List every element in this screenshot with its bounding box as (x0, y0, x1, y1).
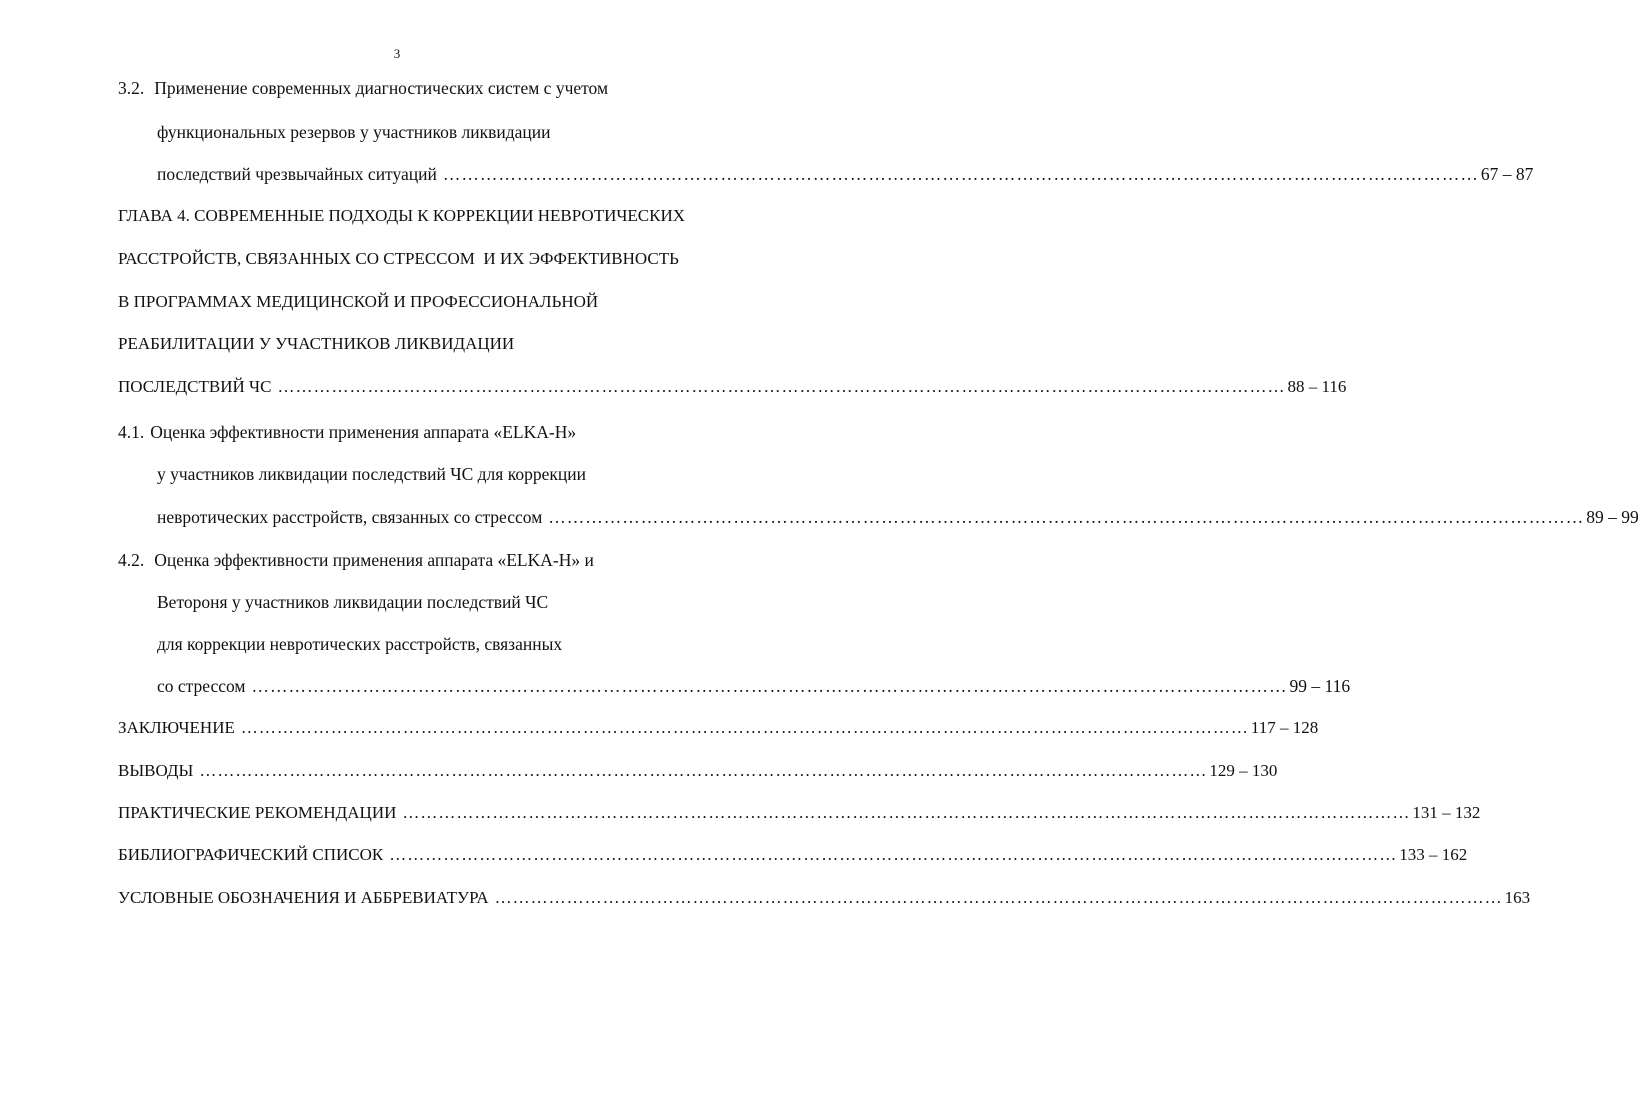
entry-text: со стрессом (157, 676, 246, 696)
page-number: 3 (393, 46, 401, 61)
dot-leader: …………………………………………………………………………………………………………………………………………………… (277, 377, 1286, 396)
dot-leader: …………………………………………………………………………………………………………………………………………………… (494, 888, 1503, 907)
toc-entry-4-1-line-1 (118, 420, 576, 444)
page-range: 133 – 162 (1399, 845, 1468, 864)
toc-entry-4-1-line-2 (157, 462, 586, 486)
entry-text: для коррекции невротических расстройств, связанных (157, 634, 563, 654)
toc-entry-findings (118, 759, 1278, 783)
entry-text: Ветороня у участников ликвидации последствий ЧС (157, 592, 549, 612)
toc-chapter-4-line-4 (118, 332, 514, 356)
page-range: 131 – 132 (1412, 803, 1481, 822)
entry-title: ПРАКТИЧЕСКИЕ РЕКОМЕНДАЦИИ (118, 803, 397, 822)
toc-chapter-4-line-1 (118, 204, 685, 228)
toc-entry-3-2-line-3 (157, 162, 1534, 186)
entry-text: Оценка эффективности применения аппарата «ELKA-H» (150, 422, 577, 442)
chapter-title: РЕАБИЛИТАЦИИ У УЧАСТНИКОВ ЛИКВИДАЦИИ (118, 334, 515, 353)
page-range: 99 – 116 (1289, 676, 1351, 696)
toc-entry-abbreviations (118, 886, 1531, 910)
toc-entry-bibliography (118, 843, 1468, 867)
toc-entry-4-2-line-4 (157, 674, 1351, 698)
dot-leader: …………………………………………………………………………………………………………………………………………………… (389, 845, 1398, 864)
page-range: 88 – 116 (1287, 377, 1347, 396)
page-range: 129 – 130 (1209, 761, 1278, 780)
entry-text: Оценка эффективности применения аппарата «ELKA-H» и (154, 550, 594, 570)
toc-entry-3-2-line-2 (157, 120, 551, 144)
toc-entry-3-2-line-1 (118, 76, 608, 100)
dot-leader: …………………………………………………………………………………………………………………………………………………… (442, 164, 1479, 184)
page-range: 67 – 87 (1480, 164, 1534, 184)
entry-text: невротических расстройств, связанных со стрессом (157, 507, 543, 527)
dot-leader: …………………………………………………………………………………………………………………………………………………… (402, 803, 1411, 822)
entry-title: УСЛОВНЫЕ ОБОЗНАЧЕНИЯ И АББРЕВИАТУРА (118, 888, 489, 907)
toc-entry-recommendations (118, 801, 1481, 825)
toc-entry-4-2-line-1 (118, 548, 594, 572)
entry-title: ВЫВОДЫ (118, 761, 194, 780)
chapter-title: РАССТРОЙСТВ, СВЯЗАННЫХ СО СТРЕССОМ И ИХ ЭФФЕКТИВНОСТЬ (118, 249, 679, 268)
page-range: 89 – 99 (1586, 507, 1639, 527)
entry-text: функциональных резервов у участников ликвидации (157, 122, 551, 142)
chapter-title: ПОСЛЕДСТВИЙ ЧС (118, 377, 272, 396)
toc-entry-4-2-line-3 (157, 632, 562, 656)
toc-chapter-4-line-3 (118, 290, 598, 314)
entry-text: у участников ликвидации последствий ЧС для коррекции (157, 464, 586, 484)
page-range: 163 (1504, 888, 1531, 907)
toc-entry-4-1-line-3 (157, 505, 1639, 529)
entry-title: ЗАКЛЮЧЕНИЕ (118, 718, 235, 737)
entry-text: последствий чрезвычайных ситуаций (157, 164, 437, 184)
dot-leader: …………………………………………………………………………………………………………………………………………………… (548, 507, 1585, 527)
section-number: 4.1. (118, 422, 145, 442)
toc-chapter-4-line-5 (118, 375, 1347, 399)
section-number: 3.2. (118, 78, 145, 98)
entry-title: БИБЛИОГРАФИЧЕСКИЙ СПИСОК (118, 845, 384, 864)
chapter-title: ГЛАВА 4. СОВРЕМЕННЫЕ ПОДХОДЫ К КОРРЕКЦИИ НЕВРОТИЧЕСКИХ (118, 206, 686, 225)
chapter-title: В ПРОГРАММАХ МЕДИЦИНСКОЙ И ПРОФЕССИОНАЛЬНОЙ (118, 292, 599, 311)
dot-leader: …………………………………………………………………………………………………………………………………………………… (199, 761, 1208, 780)
toc-entry-4-2-line-2 (157, 590, 548, 614)
dot-leader: …………………………………………………………………………………………………………………………………………………… (251, 676, 1288, 696)
toc-chapter-4-line-2 (118, 247, 679, 271)
toc-entry-conclusion (118, 716, 1319, 740)
dot-leader: …………………………………………………………………………………………………………………………………………………… (240, 718, 1249, 737)
entry-text: Применение современных диагностических систем с учетом (154, 78, 609, 98)
page-range: 117 – 128 (1250, 718, 1319, 737)
section-number: 4.2. (118, 550, 145, 570)
